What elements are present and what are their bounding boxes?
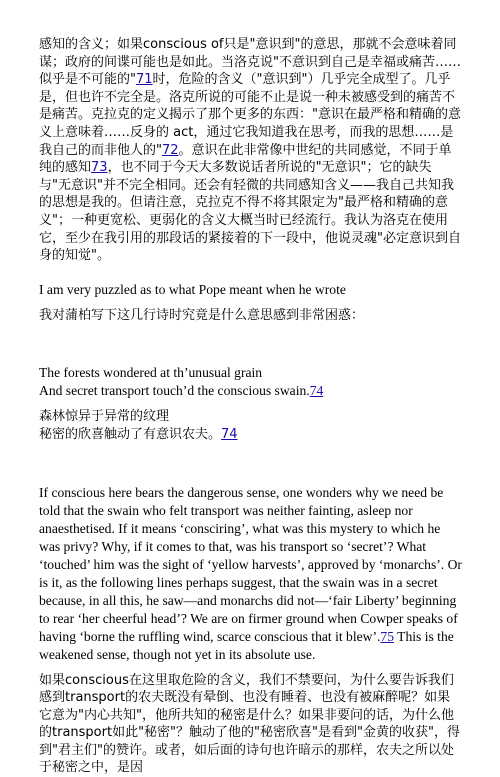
- verse-line-2: [39, 382, 463, 400]
- footnote-link-74[interactable]: 74: [310, 383, 324, 398]
- paragraph-en-conscious: [39, 484, 463, 664]
- footnote-link-71[interactable]: 71: [136, 72, 153, 87]
- verse-block-zh: [39, 408, 463, 443]
- paragraph-zh-1: [39, 36, 463, 265]
- verse-line-text: And secret transport touch’d the conscious swain.: [39, 383, 310, 398]
- footnote-link-73[interactable]: 73: [91, 160, 108, 175]
- verse-line-zh-2: [39, 426, 463, 444]
- paragraph-text: 时，危险的含义（"意识到"）几乎完全成型了。几乎是，但也许不完全是。洛克所说的可能不止是说一种未被感受到的痛苦不是痛苦。克拉克的定义揭示了那个更多的东西："意识在最严格和精确的意义上意味着……反身的 act，通过它我知道我在思考，而我的思想……是我自己的而非他人的": [39, 72, 461, 157]
- verse-line-zh-1: 森林惊异于异常的纹理: [39, 408, 463, 426]
- paragraph-text: If conscious here bears the dangerous sense, one wonders why we need be told that the swain who felt transport was neither fainting, asleep nor anaesthetised. If it means ‘consciring’, what was this mystery to which he was privy? Why, if it comes to that, was his transport so ‘secret’? What ‘touched’ him was the sight of ‘yellow harvests’, approved by ‘monarchs’. Or is it, as the following lines perhaps suggest, that the swain was in a secret because, in all this, he saw—and monarchs did not—‘fair Liberty’ beginning to rear ‘her cheerful head’? We are on firmer ground when Cowper speaks of having ‘borne the ruffling wind, scarce conscious that it blew’.: [39, 485, 462, 644]
- verse-line-text: 秘密的欣喜触动了有意识农夫。: [39, 427, 221, 442]
- verse-block-en: [39, 364, 463, 400]
- paragraph-zh-conscious: 如果conscious在这里取危险的含义，我们不禁要问，为什么要告诉我们感到transport的农夫既没有晕倒、也没有睡着、也没有被麻醉呢？如果它意为"内心共知"，他所共知的秘密是什么？如果非要问的话，为什么他的transport如此"秘密"？触动了他的"秘密欣喜"是看到"金黄的收获"，得到"君主们"的赞许。或者，如后面的诗句也许暗示的那样，农夫之所以处于秘密之中，是因: [39, 672, 463, 777]
- footnote-link-75[interactable]: 75: [380, 629, 394, 644]
- paragraph-en-pope: I am very puzzled as to what Pope meant when he wrote: [39, 281, 463, 299]
- paragraph-text: This is the weakened sense, though not yet in its absolute use.: [39, 629, 454, 662]
- paragraph-text: 感知的含义；如果conscious of只是"意识到"的意思，那就不会意味着同谋；政府的间谍可能也是如此。当洛克说"不意识到自己是幸福或痛苦……似乎是不可能的": [39, 37, 461, 87]
- footnote-link-72[interactable]: 72: [162, 143, 179, 158]
- paragraph-zh-pope: 我对蒲柏写下这几行诗时究竟是什么意思感到非常困惑：: [39, 307, 463, 325]
- paragraph-text: 。意识在此非常像中世纪的共同感觉，不同于单纯的感知: [39, 143, 452, 176]
- paragraph-text: ，也不同于今天大多数说话者所说的"无意识"；它的缺失与"无意识"并不完全相同。还会有轻微的共同感知含义——我自己共知我的思想是我的。但请注意，克拉克不得不将其限定为"最严格和精确的意义"；一种更宽松、更弱化的含义大概当时已经流行。我认为洛克在使用它，至少在我引用的那段话的紧接着的下一段中，他说灵魂"必定意识到自身的知觉"。: [39, 160, 461, 263]
- verse-line-1: The forests wondered at th’unusual grain: [39, 364, 463, 382]
- footnote-link-74-zh[interactable]: 74: [221, 427, 238, 442]
- page-content: [39, 36, 463, 777]
